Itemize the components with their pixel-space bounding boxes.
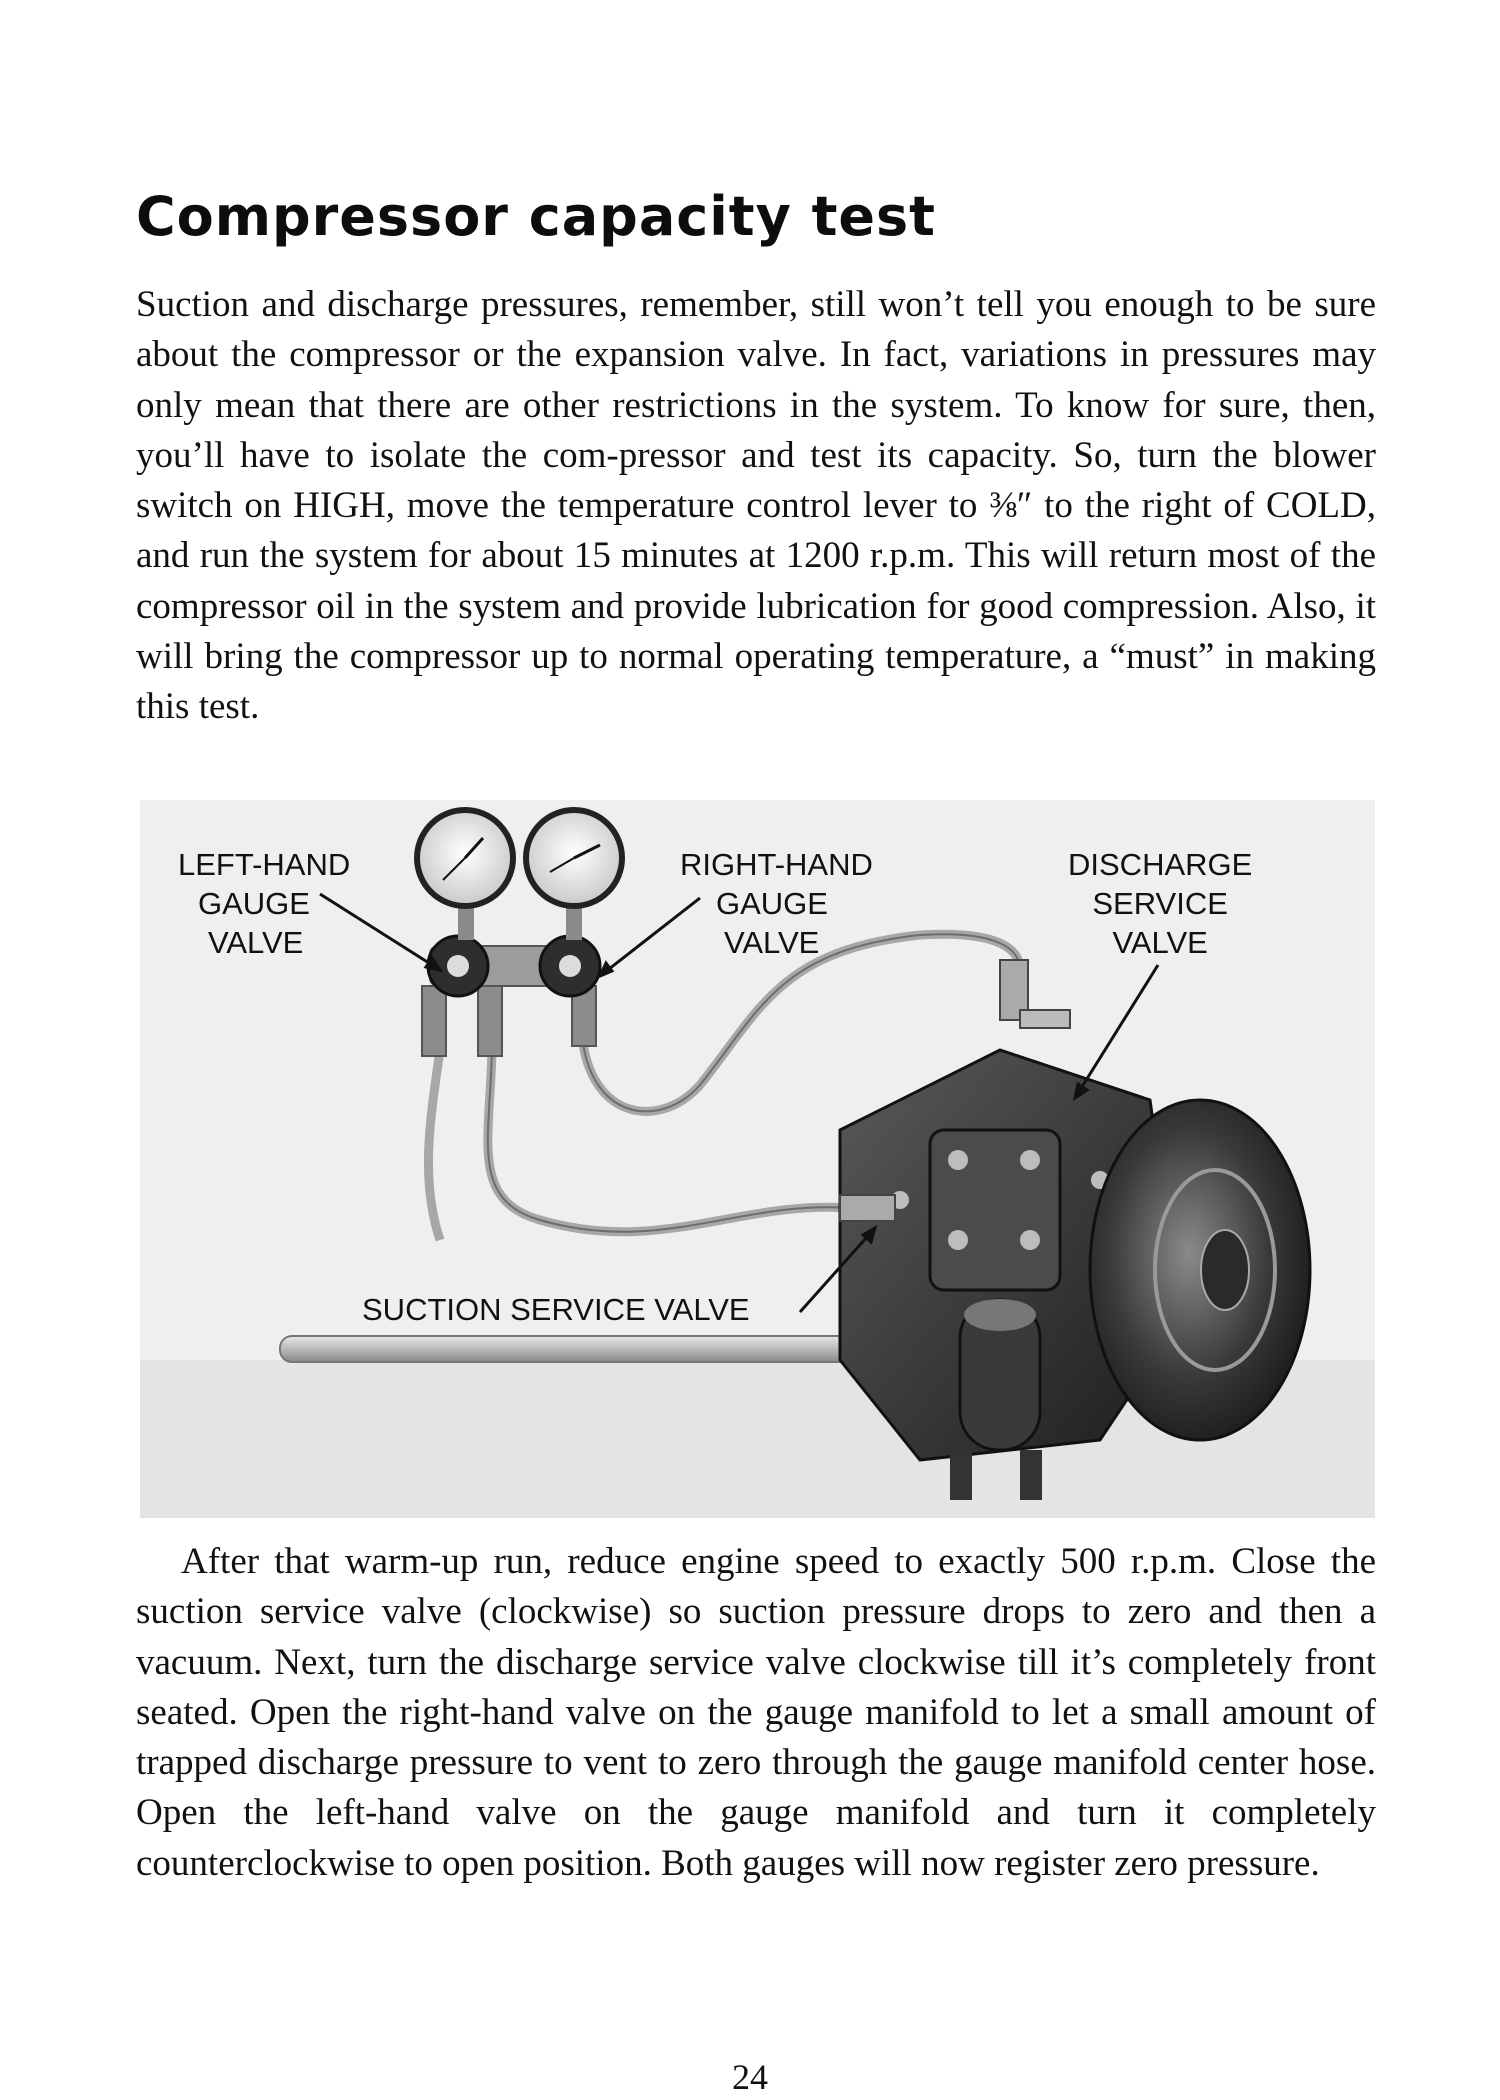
intro-paragraph: Suction and discharge pressures, remember, still won’t tell you enough to be sure about the compressor or the expansion valve. In fact, variations in pressures may only mean that there are other restrictions in the system. To know for sure, then, you’ll have to isolate the com-pressor and test its capacity. So, turn the blower switch on HIGH, move the temperature control lever to ⅜″ to the right of COLD, and run the system for about 15 minutes at 1200 r.p.m. This will return most of the compressor oil in the system and provide lubrication for good compression. Also, it will bring the compressor up to normal operating temperature, a “must” in making this test. (136, 284, 1376, 728)
compressor-test-photo (140, 800, 1375, 1518)
right-hand-gauge-valve-label: RIGHT-HAND GAUGE VALVE (680, 847, 873, 960)
suction-service-valve-label: SUCTION SERVICE VALVE (362, 1292, 750, 1327)
left-hand-gauge-valve-label: LEFT-HAND GAUGE VALVE (178, 847, 351, 960)
page-number: 24 (732, 2057, 768, 2097)
discharge-service-valve-label: DISCHARGE SERVICE VALVE (1068, 847, 1253, 960)
section-heading: Compressor capacity test (136, 185, 936, 248)
procedure-paragraph: After that warm-up run, reduce engine speed to exactly 500 r.p.m. Close the suction service valve (clockwise) so suction pressure drops to zero and then a vacuum. Next, turn the discharge service valve clockwise till it’s completely front seated. Open the right-hand valve on the gauge manifold to let a small amount of trapped discharge pressure to vent to zero through the gauge manifold center hose. Open the left-hand valve on the gauge manifold and turn it completely counterclockwise to open position. Both gauges will now register zero pressure. (136, 1541, 1376, 1884)
